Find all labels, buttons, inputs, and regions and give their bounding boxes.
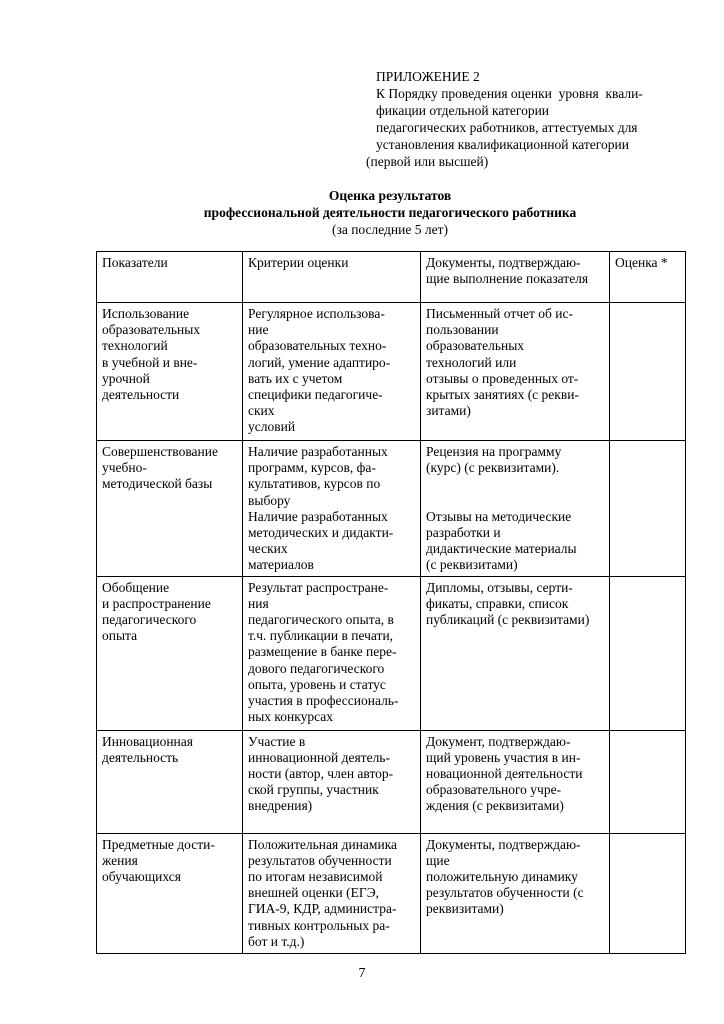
cell-line: результатов обученности (с [426, 885, 584, 901]
indicator-cell [97, 303, 243, 441]
table-row [97, 576, 686, 730]
appendix-line: педагогических работников, аттестуемых для [376, 120, 638, 135]
indicator-cell [97, 833, 243, 953]
table-row [97, 833, 686, 953]
cell-line: материалов [248, 557, 314, 573]
cell-line: т.ч. публикации в печати, [248, 628, 394, 644]
cell-line: технологий или [426, 354, 517, 370]
cell-line [426, 476, 604, 492]
cell-line: тивных контрольных ра- [248, 917, 390, 933]
documents-cell [421, 303, 610, 441]
appendix-line: К Порядку проведения оценки уровня квали- [376, 86, 643, 101]
title-line-1: Оценка результатов [328, 188, 452, 203]
cell-line: ных конкурсах [248, 709, 334, 725]
cell-line: дового педагогического [248, 660, 385, 676]
cell-line: технологий [102, 338, 168, 354]
cell-line: щие выполнение показателя [426, 271, 589, 287]
cell-line: ских [248, 403, 275, 419]
cell-line: специфики педагогиче- [248, 387, 383, 403]
cell-line: отзывы о проведенных от- [426, 370, 579, 386]
documents-cell [421, 441, 610, 577]
cell-line: положительную динамику [426, 869, 578, 885]
cell-line: Документ, подтверждаю- [426, 733, 571, 749]
documents-cell [421, 833, 610, 953]
cell-line: Регулярное использова- [248, 306, 385, 321]
cell-line: Наличие разработанных [248, 444, 388, 459]
header-cell [97, 252, 243, 303]
cell-line: бот и т.д.) [248, 933, 305, 949]
score-cell [610, 303, 686, 441]
cell-line: Дипломы, отзывы, серти- [426, 579, 573, 595]
score-cell [610, 730, 686, 833]
cell-line: Наличие разработанных [248, 508, 388, 524]
cell-line: и распространение [102, 595, 211, 611]
criteria-cell [243, 730, 421, 833]
criteria-cell [243, 833, 421, 953]
documents-cell [421, 576, 610, 730]
cell-line: ческих [248, 541, 288, 557]
indicator-cell [97, 441, 243, 577]
title-line-3: (за последние 5 лет) [332, 222, 448, 237]
cell-line: Обобщение [102, 579, 170, 595]
cell-line: учебно- [102, 460, 147, 476]
cell-line: Участие в [248, 733, 306, 749]
table-header-row [97, 252, 686, 303]
cell-line: Положительная динамика [248, 836, 398, 852]
indicator-cell [97, 730, 243, 833]
criteria-cell [243, 576, 421, 730]
cell-line: Инновационная [102, 733, 193, 749]
cell-line: условий [248, 419, 296, 435]
score-cell [610, 576, 686, 730]
table-row [97, 303, 686, 441]
cell-line: Предметные дости- [102, 836, 215, 852]
cell-line: образовательных техно- [248, 338, 387, 354]
cell-line: (курс) (с реквизитами). [426, 460, 560, 476]
indicator-cell [97, 576, 243, 730]
cell-line: крытых занятиях (с рекви- [426, 387, 579, 403]
cell-line: выбору [248, 492, 291, 508]
cell-line: Рецензия на программу [426, 444, 562, 459]
cell-line: педагогического опыта, в [248, 612, 394, 628]
cell-line: щий уровень участия в ин- [426, 749, 581, 765]
appendix-line: (первой или высшей) [366, 154, 489, 169]
cell-line: размещение в банке пере- [248, 644, 397, 660]
cell-line: инновационной деятель- [248, 749, 390, 765]
cell-line: обучающихся [102, 869, 181, 885]
cell-line: образовательного учре- [426, 782, 562, 798]
cell-line: Совершенствование [102, 444, 218, 459]
table-row [97, 441, 686, 577]
cell-line: Отзывы на методические [426, 508, 572, 524]
cell-line: Результат распростране- [248, 579, 389, 595]
title-line-2: профессиональной деятельности педагогического работника [203, 205, 577, 220]
cell-line: опыта, уровень и статус [248, 676, 386, 692]
cell-line: ждения (с реквизитами) [426, 798, 564, 814]
cell-line: новационной деятельности [426, 766, 583, 782]
cell-line: дидактические материалы [426, 541, 577, 557]
page-number: 7 [358, 966, 366, 981]
cell-line: ГИА-9, КДР, администра- [248, 901, 397, 917]
cell-line: фикаты, справки, список [426, 595, 569, 611]
appendix-line: фикации отдельной категории [376, 103, 550, 118]
evaluation-table [96, 251, 686, 954]
cell-line: ния [248, 595, 269, 611]
cell-line: логий, умение адаптиро- [248, 354, 391, 370]
cell-line: урочной [102, 370, 150, 386]
header-cell [243, 252, 421, 303]
appendix-line: установления квалификационной категории [376, 137, 629, 152]
cell-line: Показатели [102, 255, 168, 270]
cell-line: культативов, курсов по [248, 476, 381, 492]
cell-line: публикаций (с реквизитами) [426, 612, 590, 628]
cell-line: результатов обученности [248, 852, 392, 868]
cell-line: методических и дидакти- [248, 525, 394, 541]
appendix-line: ПРИЛОЖЕНИЕ 2 [376, 69, 480, 84]
document-title [96, 187, 684, 238]
cell-line: Использование [102, 306, 190, 321]
cell-line: Критерии оценки [248, 255, 349, 270]
cell-line: пользовании [426, 322, 499, 338]
score-cell [610, 833, 686, 953]
cell-line: Письменный отчет об ис- [426, 306, 574, 321]
cell-line [426, 493, 604, 509]
cell-line: Документы, подтверждаю- [426, 255, 581, 270]
cell-line: ности (автор, член автор- [248, 766, 394, 782]
cell-line: внешней оценки (ЕГЭ, [248, 885, 379, 901]
cell-line: ской группы, участник [248, 782, 379, 798]
cell-line: щие [426, 852, 450, 868]
cell-line: ние [248, 322, 269, 338]
cell-line: участия в профессиональ- [248, 693, 399, 709]
cell-line: зитами) [426, 403, 471, 419]
header-cell [610, 252, 686, 303]
cell-line: деятельности [102, 387, 180, 403]
cell-line: опыта [102, 628, 138, 644]
cell-line: деятельность [102, 749, 179, 765]
cell-line: в учебной и вне- [102, 354, 198, 370]
cell-line: внедрения) [248, 798, 313, 814]
cell-line: (с реквизитами) [426, 557, 518, 573]
cell-line: Оценка * [615, 255, 668, 270]
cell-line: педагогического [102, 612, 197, 628]
cell-line: программ, курсов, фа- [248, 460, 376, 476]
criteria-cell [243, 441, 421, 577]
cell-line: образовательных [102, 322, 201, 338]
cell-line: Документы, подтверждаю- [426, 836, 581, 852]
cell-line: разработки и [426, 525, 501, 541]
header-cell [421, 252, 610, 303]
cell-line: по итогам независимой [248, 869, 383, 885]
cell-line: реквизитами) [426, 901, 504, 917]
score-cell [610, 441, 686, 577]
cell-line: методической базы [102, 476, 213, 492]
cell-line: жения [102, 852, 138, 868]
cell-line: вать их с учетом [248, 370, 343, 386]
cell-line: образовательных [426, 338, 525, 354]
table-row [97, 730, 686, 833]
criteria-cell [243, 303, 421, 441]
documents-cell [421, 730, 610, 833]
